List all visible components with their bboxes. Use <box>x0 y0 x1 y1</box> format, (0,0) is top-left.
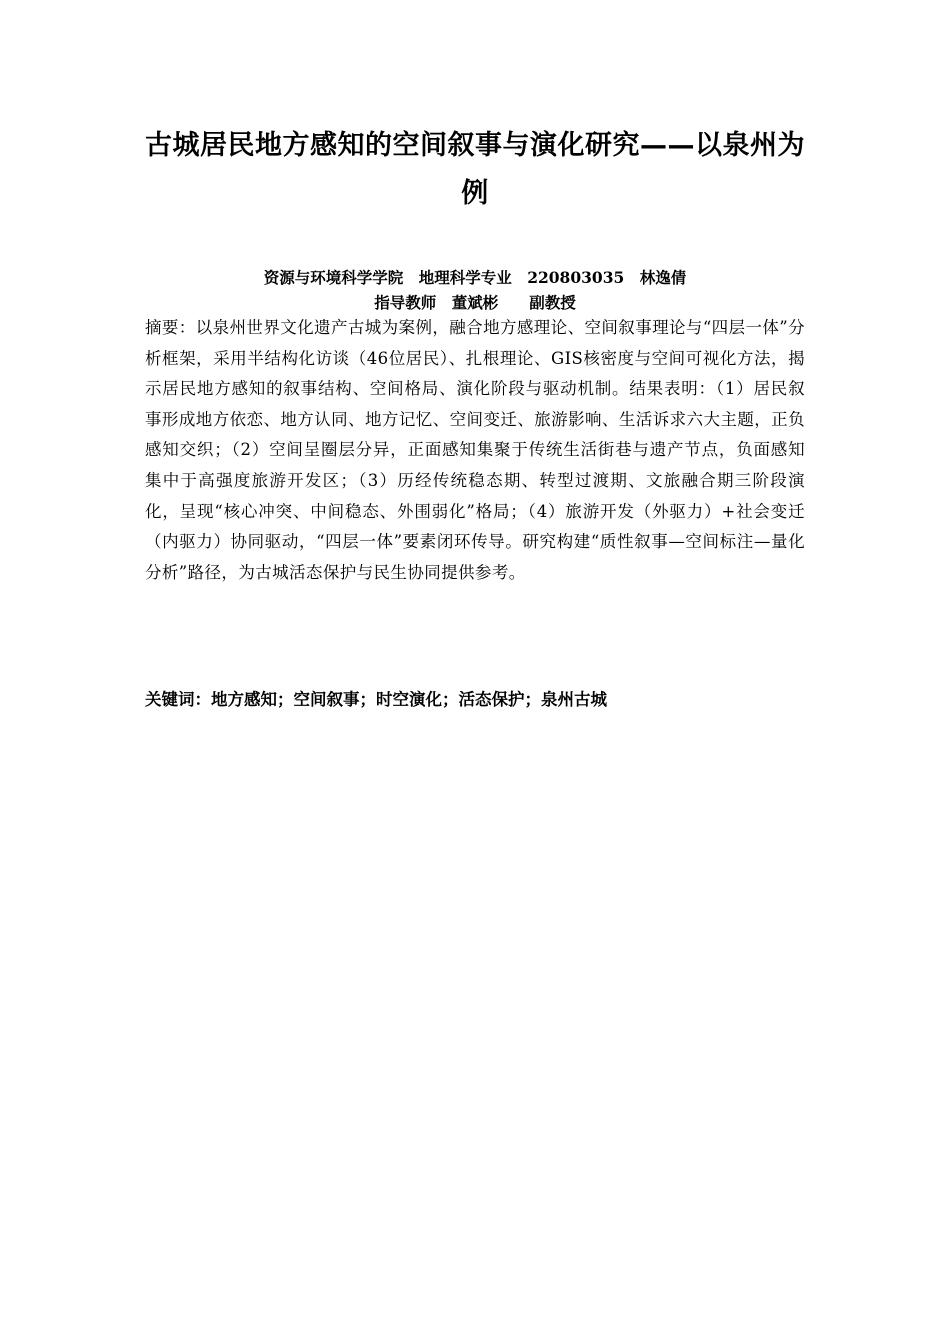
author-info: 资源与环境科学学院 地理科学专业 220803035 林逸倩 <box>263 268 687 287</box>
abstract <box>145 313 805 588</box>
advisor-info: 指导教师 董斌彬 副教授 <box>374 293 576 312</box>
keywords: 关键词：地方感知；空间叙事；时空演化；活态保护；泉州古城 <box>145 690 607 709</box>
abstract-label: 摘要： <box>145 318 196 337</box>
abstract-text: 以泉州世界文化遗产古城为案例，融合地方感理论、空间叙事理论与“四层一体”分析框架，采用半结构化访谈（46位居民）、扎根理论、GIS核密度与空间可视化方法，揭示居民地方感知的叙事结构、空间格局、演化阶段与驱动机制。结果表明：（1）居民叙事形成地方依恋、地方认同、地方记忆、空间变迁、旅游影响、生活诉求六大主题，正负感知交织；（2）空间呈圈层分异，正面感知集聚于传统生活街巷与遗产节点，负面感知集中于高强度旅游开发区；（3）历经传统稳态期、转型过渡期、文旅融合期三阶段演化，呈现“核心冲突、中间稳态、外围弱化”格局；（4）旅游开发（外驱力）+社会变迁（内驱力）协同驱动，“四层一体”要素闭环传导。研究构建“质性叙事—空间标注—量化分析”路径，为古城活态保护与民生协同提供参考。 <box>145 318 806 582</box>
paper-title: 古城居民地方感知的空间叙事与演化研究——以泉州为例 <box>145 130 805 209</box>
